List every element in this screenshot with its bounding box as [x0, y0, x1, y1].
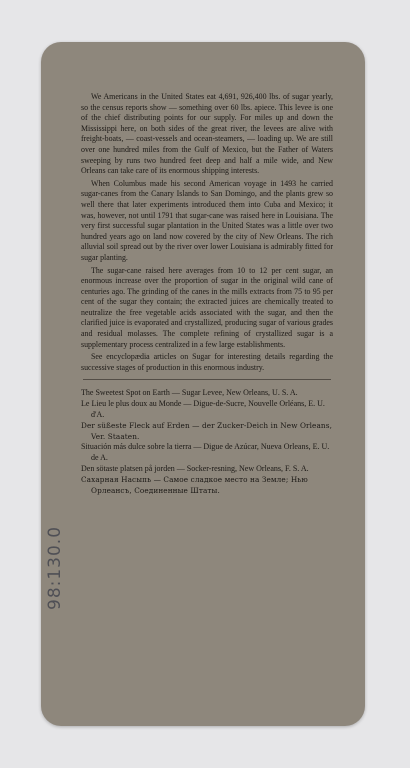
paragraph-4: See encyclopædia articles on Sugar for interesting details regarding the successive stages of production in this enormous industry. [81, 352, 333, 372]
stereoview-card-back [41, 42, 365, 726]
title-swedish: Den sötaste platsen på jorden — Socker-resning, New Orleans, F. S. A. [81, 464, 309, 474]
card-text-block [81, 92, 333, 496]
title-german: Der süßeste Fleck auf Erden — der Zucker-Deich in New Orleans, Ver. Staaten. [81, 420, 332, 441]
paragraph-1: We Americans in the United States eat 4,691, 926,400 lbs. of sugar yearly, so the census reports show — something over 60 lbs. apiece. This levee is one of the chief distributing points for our supply. For miles up and down the Mississippi here, on both sides of the great river, the levees are alive with freight-boats, — coast-vessels and ocean-steamers, — loading up. We are still over one hundred miles from the Gulf of Mexico, but the Father of Waters sweeping by runs two hundred feet deep and half a mile wide, and New Orleans can take care of its enormous shipping interests. [81, 92, 333, 176]
title-english: The Sweetest Spot on Earth — Sugar Levee, New Orleans, U. S. A. [81, 388, 298, 398]
divider [83, 379, 331, 380]
title-spanish: Situación más dulce sobre la tierra — Digue de Azúcar, Nueva Orleans, E. U. de A. [81, 442, 330, 463]
handwritten-catalog-number: 98:130.0 [45, 525, 65, 610]
paragraph-3: The sugar-cane raised here averages from 10 to 12 per cent sugar, an enormous increase over the proportion of sugar in the original wild cane of centuries ago. The grinding of the canes in the mills extracts from 75 to 95 per cent of the sugar they contain; the extracted juices are chemically treated to neutralize the free vegetable acids associated with the sugar, and then the clarified juice is evaporated and crystallized, producing sugar of various grades and residual molasses. The complete refining of crystallized sugar is a supplementary process centralized in a few large establishments. [81, 265, 333, 349]
multilingual-titles [81, 388, 333, 496]
paragraph-2: When Columbus made his second American voyage in 1493 he carried sugar-canes from the Canary Islands to San Domingo, and the plants grew so well there that later experiments introduced them into Cuba and Mexico; it was, however, not until 1791 that sugar-cane was raised here in Louisiana. The very first successful sugar plantation in the United States was a little over two hundred years ago on land now covered by the city of New Orleans. The rich alluvial soil spread out by the river over lower Louisiana is admirably fitted for sugar planting. [81, 178, 333, 262]
title-russian: Сахарная Насыпь — Самое сладкое место на Земле; Нью Орлеансъ, Соединенные Штаты. [81, 474, 308, 495]
title-french: Le Lieu le plus doux au Monde — Digue-de-Sucre, Nouvelle Orléans, E. U. d'A. [81, 399, 325, 420]
